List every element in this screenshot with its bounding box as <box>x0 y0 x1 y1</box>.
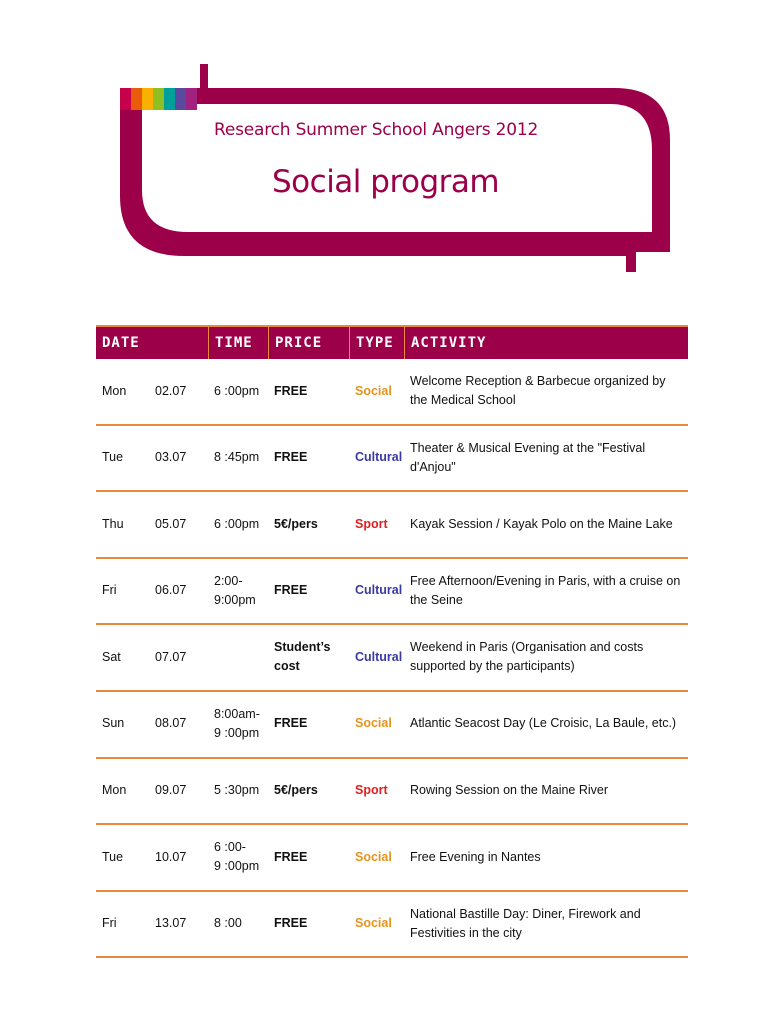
activity-cell <box>410 892 686 956</box>
table-row <box>96 492 688 559</box>
date-cell-text: 10.07 <box>155 849 187 864</box>
time-cell <box>214 426 272 490</box>
price-cell-text: FREE <box>274 450 308 465</box>
type-cell-text: Cultural <box>355 649 403 664</box>
day-cell <box>102 692 152 756</box>
activity-cell <box>410 426 686 490</box>
day-cell <box>102 559 152 623</box>
time-cell <box>214 625 272 689</box>
price-cell-text: 5€/pers <box>274 516 318 531</box>
type-cell <box>355 492 407 556</box>
date-cell <box>155 625 205 689</box>
banner-notch-right <box>628 232 636 244</box>
type-cell <box>355 892 407 956</box>
activity-cell-text: Theater & Musical Evening at the "Festival d'Anjou" <box>410 440 646 474</box>
table-row <box>96 825 688 892</box>
type-cell <box>355 426 407 490</box>
activity-cell <box>410 359 686 423</box>
date-cell-text: 08.07 <box>155 716 187 731</box>
color-strip-block <box>164 88 175 110</box>
day-cell-text: Sat <box>102 649 121 664</box>
table-row <box>96 625 688 692</box>
time-cell <box>214 492 272 556</box>
date-cell-text: 13.07 <box>155 916 187 931</box>
date-cell <box>155 825 205 889</box>
time-cell-text: 6 :00pm <box>214 516 260 531</box>
column-header-activity: ACTIVITY <box>404 327 688 359</box>
color-strip-block <box>120 88 131 110</box>
day-cell <box>102 892 152 956</box>
type-cell-text: Cultural <box>355 450 403 465</box>
day-cell <box>102 426 152 490</box>
day-cell-text: Tue <box>102 450 124 465</box>
price-cell-text: FREE <box>274 916 308 931</box>
activity-cell <box>410 559 686 623</box>
day-cell-text: Fri <box>102 916 117 931</box>
activity-cell <box>410 825 686 889</box>
activity-cell-text: Rowing Session on the Maine River <box>410 783 609 798</box>
color-strip-block <box>153 88 164 110</box>
table-row <box>96 559 688 626</box>
activity-cell-text: Welcome Reception & Barbecue organized by the Medical School <box>410 374 666 407</box>
color-strip <box>120 88 197 110</box>
table-row <box>96 359 688 426</box>
column-header-date: DATE <box>102 335 140 351</box>
day-cell-text: Mon <box>102 383 127 398</box>
price-cell <box>274 692 352 756</box>
date-cell <box>155 692 205 756</box>
time-cell-text: 8 :00 <box>214 916 242 931</box>
date-cell-text: 09.07 <box>155 783 187 798</box>
price-cell-text: FREE <box>274 583 308 598</box>
type-cell <box>355 692 407 756</box>
activity-cell-text: Weekend in Paris (Organisation and costs supported by the participants) <box>410 640 644 674</box>
price-cell-text: 5€/pers <box>274 783 318 798</box>
type-cell <box>355 359 407 423</box>
type-cell-text: Sport <box>355 516 388 531</box>
date-cell-text: 03.07 <box>155 450 187 465</box>
activity-cell <box>410 625 686 689</box>
price-cell-text: FREE <box>274 716 308 731</box>
day-cell <box>102 825 152 889</box>
event-subtitle: Research Summer School Angers 2012 <box>214 120 539 140</box>
price-cell <box>274 625 352 689</box>
date-cell <box>155 492 205 556</box>
table-row <box>96 892 688 959</box>
day-cell <box>102 492 152 556</box>
type-cell-text: Social <box>355 383 392 398</box>
time-cell <box>214 359 272 423</box>
type-cell <box>355 625 407 689</box>
price-cell <box>274 426 352 490</box>
column-header-price: PRICE <box>268 327 349 359</box>
time-cell-text: 8 :45pm <box>214 450 260 465</box>
day-cell-text: Mon <box>102 783 127 798</box>
date-cell <box>155 559 205 623</box>
column-header-time: TIME <box>208 327 268 359</box>
time-cell-text: 8:00am- 9 :00pm <box>214 706 260 740</box>
table-row <box>96 759 688 826</box>
price-cell-text: FREE <box>274 383 308 398</box>
color-strip-block <box>142 88 153 110</box>
day-cell <box>102 359 152 423</box>
day-cell-text: Thu <box>102 516 124 531</box>
price-cell <box>274 825 352 889</box>
time-cell <box>214 692 272 756</box>
table-row <box>96 692 688 759</box>
activity-cell <box>410 492 686 556</box>
day-cell <box>102 625 152 689</box>
type-cell-text: Social <box>355 716 392 731</box>
header-banner-frame <box>0 0 768 290</box>
date-cell <box>155 892 205 956</box>
schedule-table <box>96 325 688 958</box>
time-cell <box>214 892 272 956</box>
type-cell-text: Social <box>355 849 392 864</box>
type-cell-text: Cultural <box>355 583 403 598</box>
table-header-row <box>96 325 688 359</box>
price-cell <box>274 492 352 556</box>
banner-notch-top <box>200 64 208 104</box>
time-cell <box>214 759 272 823</box>
type-cell-text: Sport <box>355 783 388 798</box>
color-strip-block <box>175 88 186 110</box>
time-cell <box>214 559 272 623</box>
time-cell-text: 2:00- 9:00pm <box>214 573 256 607</box>
day-cell <box>102 759 152 823</box>
date-cell-text: 05.07 <box>155 516 187 531</box>
activity-cell-text: Free Evening in Nantes <box>410 849 541 864</box>
table-body <box>96 359 688 958</box>
type-cell-text: Social <box>355 916 392 931</box>
date-cell-text: 07.07 <box>155 649 187 664</box>
date-cell-text: 06.07 <box>155 583 187 598</box>
date-cell <box>155 359 205 423</box>
color-strip-block <box>186 88 197 110</box>
date-cell <box>155 426 205 490</box>
type-cell <box>355 825 407 889</box>
price-cell-text: Student’s cost <box>274 640 331 674</box>
time-cell <box>214 825 272 889</box>
price-cell <box>274 759 352 823</box>
type-cell <box>355 559 407 623</box>
time-cell-text: 6 :00- 9 :00pm <box>214 840 260 874</box>
color-strip-block <box>131 88 142 110</box>
price-cell <box>274 892 352 956</box>
activity-cell <box>410 692 686 756</box>
activity-cell-text: Kayak Session / Kayak Polo on the Maine Lake <box>410 516 673 531</box>
day-cell-text: Tue <box>102 849 124 864</box>
activity-cell-text: National Bastille Day: Diner, Firework and Festivities in the city <box>410 906 641 940</box>
activity-cell-text: Atlantic Seacost Day (Le Croisic, La Baule, etc.) <box>410 716 677 731</box>
type-cell <box>355 759 407 823</box>
price-cell-text: FREE <box>274 849 308 864</box>
time-cell-text: 5 :30pm <box>214 783 260 798</box>
page-title: Social program <box>272 164 500 200</box>
price-cell <box>274 359 352 423</box>
activity-cell <box>410 759 686 823</box>
date-cell <box>155 759 205 823</box>
date-cell-text: 02.07 <box>155 383 187 398</box>
day-cell-text: Sun <box>102 716 125 731</box>
day-cell-text: Fri <box>102 583 117 598</box>
price-cell <box>274 559 352 623</box>
column-header-type: TYPE <box>349 327 404 359</box>
time-cell-text: 6 :00pm <box>214 383 260 398</box>
activity-cell-text: Free Afternoon/Evening in Paris, with a cruise on the Seine <box>410 573 681 607</box>
table-row <box>96 426 688 493</box>
